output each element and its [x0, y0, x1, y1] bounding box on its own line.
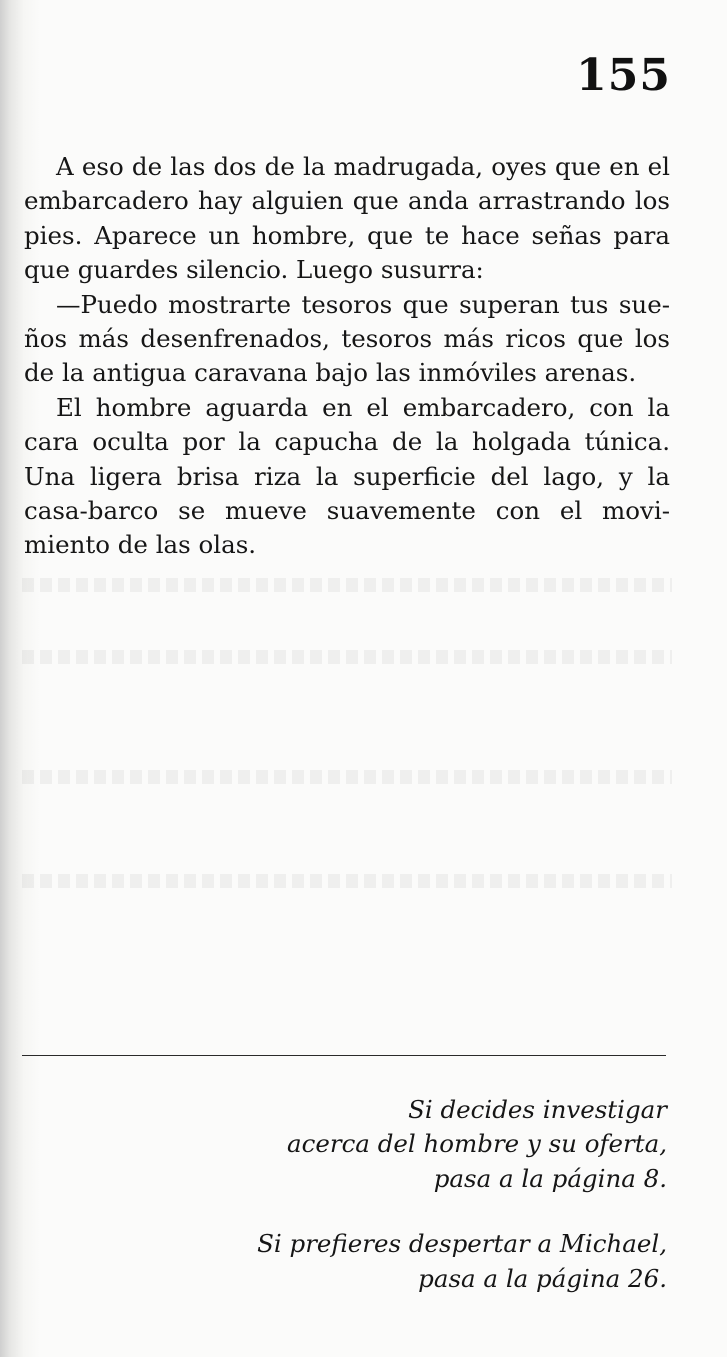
choice-line: acerca del hombre y su oferta, — [287, 1129, 667, 1159]
bleed-through-shading — [22, 578, 672, 592]
choice-line: pasa a la página 26. — [418, 1263, 667, 1293]
paragraph: El hombre aguarda en el embarcadero, con la cara oculta por la capucha de la holgada túnica. Una ligera brisa riza la superficie del lago, y la casa-barco se mueve suavemente con el movimiento de las olas. — [24, 392, 670, 560]
body-text — [24, 150, 670, 563]
choice-investigate[interactable] — [107, 1093, 667, 1196]
choice-line: Si prefieres despertar a Michael, — [257, 1229, 667, 1259]
bleed-through-shading — [22, 874, 672, 888]
paragraph: A eso de las dos de la madrugada, oyes que en el embarcadero hay alguien que anda arrastrando los pies. Aparece un hombre, que te hace señas para que guardes silencio. Luego susurra: — [24, 152, 670, 285]
page-number: 155 — [576, 50, 671, 101]
choice-line: Si decides investigar — [408, 1095, 667, 1124]
choices — [107, 1093, 667, 1296]
bleed-through-shading — [22, 650, 672, 664]
choice-wake-michael[interactable] — [107, 1227, 667, 1296]
choice-line: pasa a la página 8. — [433, 1163, 667, 1193]
paragraph: —Puedo mostrarte tesoros que superan tus sueños más desenfrenados, tesoros más ricos que los de la antigua caravana bajo las inmóviles arenas. — [24, 289, 670, 388]
section-divider — [22, 1055, 666, 1056]
bleed-through-shading — [22, 770, 672, 784]
